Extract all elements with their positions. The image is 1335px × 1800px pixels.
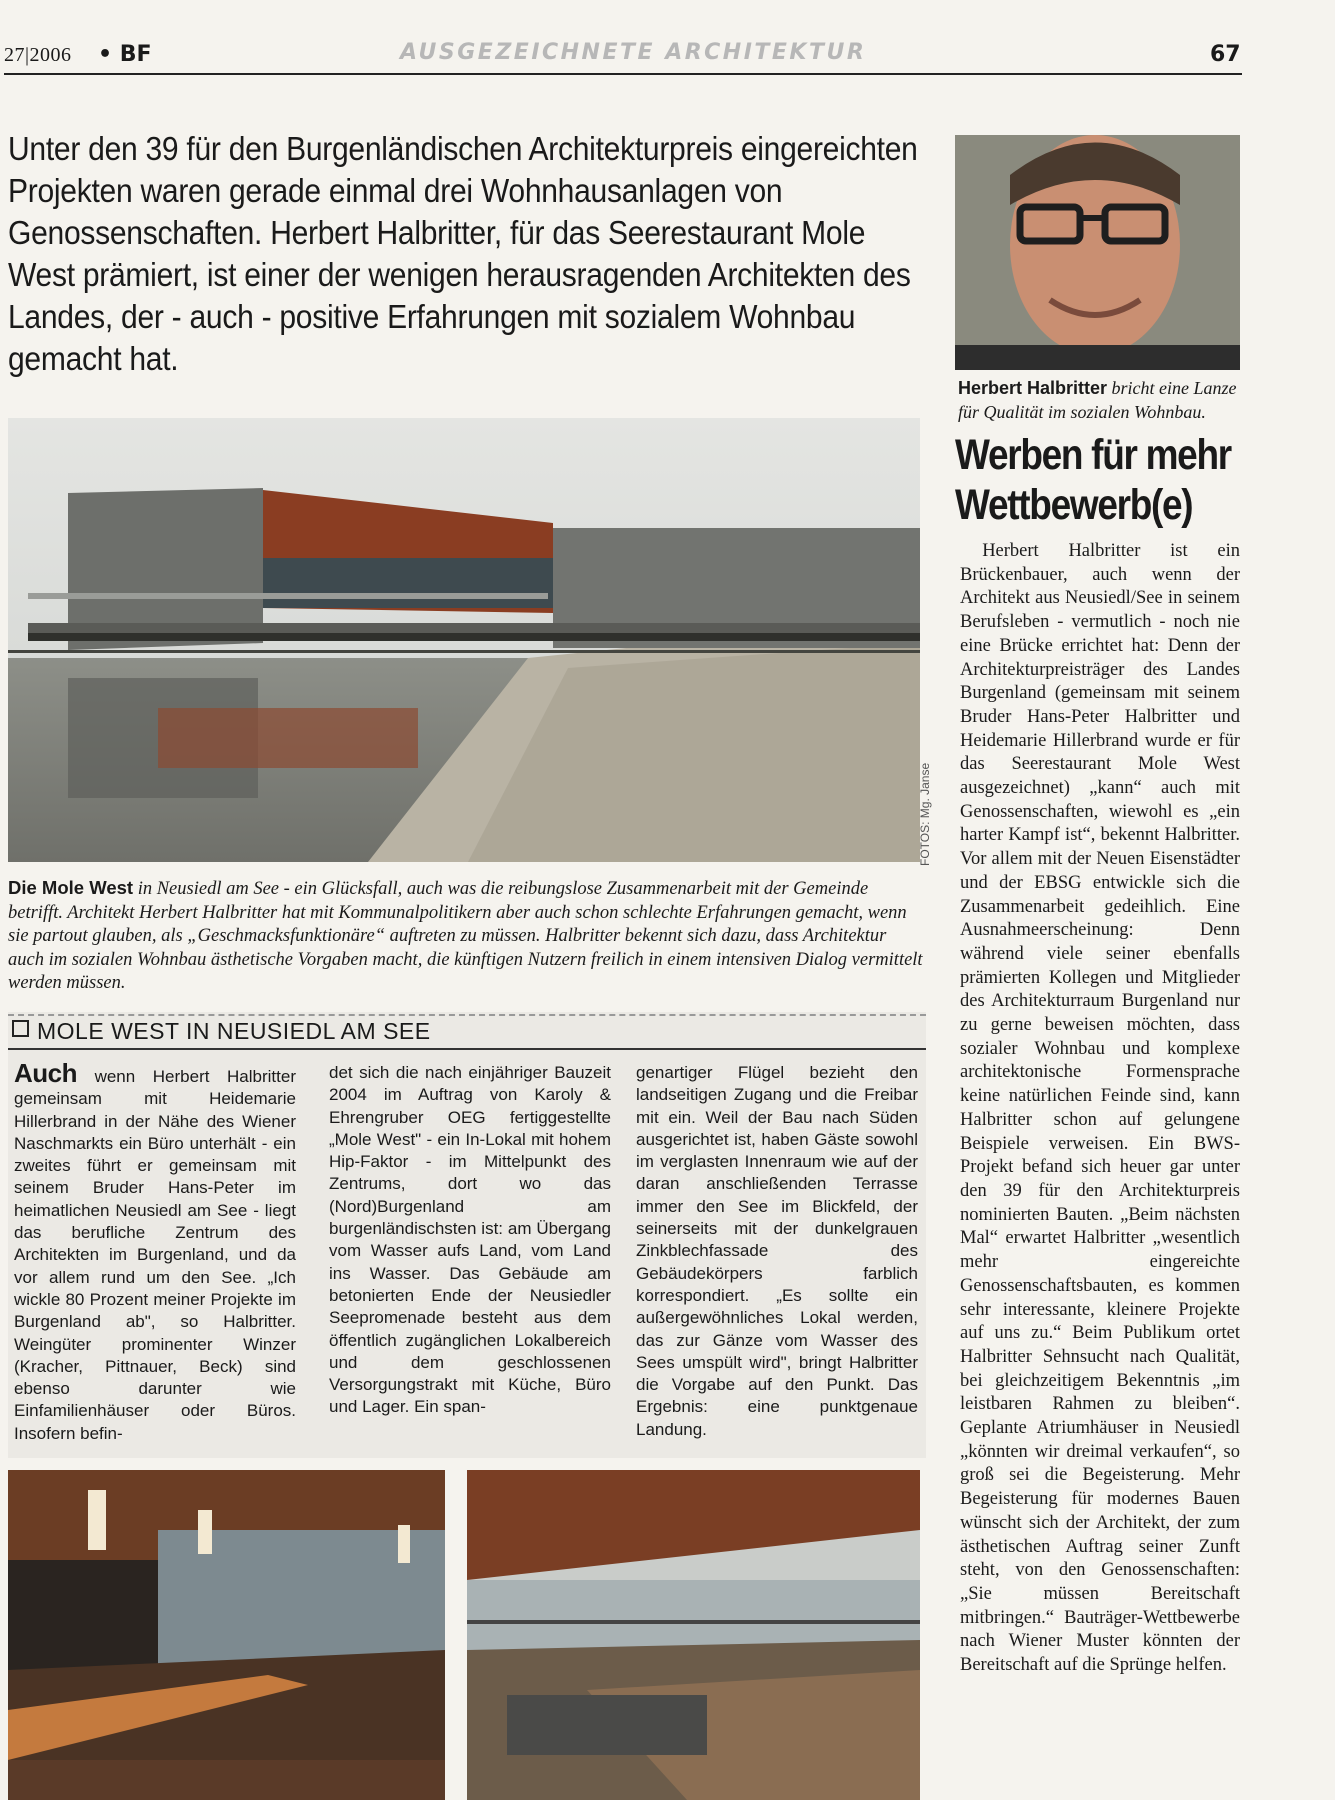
box-column-3: genartiger Flügel bezieht den landseitigen Zugang und die Freibar mit ein. Weil der Bau nach Süden ausgerichtet ist, haben Gäste sowohl im verglasten Innenraum wie auf der daran anschließenden Terrasse immer den See im Blickfeld, der seinerseits mit der dunkelgrauen Zinkblechfassade des Gebäudekörpers farblich korrespondiert. „Es sollte ein außergewöhnliches Lokal werden, das zur Gänze vom Wasser des Sees umspült wird", bringt Halbritter die Vorgabe auf den Punkt. Das Ergebnis: eine punktgenaue Landung.: [636, 1063, 918, 1439]
box-column-1: [14, 1058, 296, 1445]
magazine-logo: BF: [119, 42, 152, 67]
caption-text: in Neusiedl am See - ein Glücksfall, auch was die reibungslose Zusammenarbeit mit der Gemeinde betrifft. Architekt Herbert Halbritter hat mit Kommunalpolitikern aber auch schon schlechte Erfahrungen gemacht, wenn sie partout glauben, als „Geschmacksfunktionäre“ auftreten zu müssen. Halbritter bekennt sich dazu, dass Architektur auch im sozialen Wohnbau ästhetische Vorgaben macht, die künftigen Nutzern freilich in einem intensiven Dialog vermittelt werden müssen.: [8, 879, 923, 993]
box-title-text: MOLE WEST IN NEUSIEDL AM SEE: [37, 1018, 431, 1044]
mole-west-exterior-photo: [8, 418, 920, 862]
interior-bar-illustration: [8, 1470, 445, 1800]
lead-paragraph: Unter den 39 für den Burgenländischen Architekturpreis eingereichten Projekten waren gerade einmal drei Wohnhausanlagen von Genossenschaften. Herbert Halbritter, für das Seerestaurant Mole West prämiert, ist einer der wenigen herausragenden Architekten des Landes, der - auch - positive Erfahrungen mit sozialem Wohnbau gemacht hat.: [8, 130, 918, 377]
box-column-2: det sich die nach einjähriger Bauzeit 2004 im Auftrag von Karoly & Ehrengruber OEG fertiggestellte „Mole West" - ein In-Lokal mit hohem Hip-Faktor - im Mittelpunkt des Zentrums, dort wo das (Nord)Burgenland am burgenländischsten ist: am Übergang vom Wasser aufs Land, vom Land ins Wasser. Das Gebäude am betonierten Ende der Neusiedler Seepromenade besteht aus dem öffentlich zugänglichen Lokalbereich und dem geschlossenen Versorgungstrakt mit Küche, Büro und Lager. Ein span-: [329, 1063, 611, 1417]
issue-number: 27|2006: [4, 44, 72, 66]
terrace-photo: [467, 1470, 920, 1800]
portrait-caption-text: bricht eine Lanze für Qualität im sozialen Wohnbau.: [958, 378, 1237, 422]
page-number: 67: [1210, 42, 1241, 67]
interior-bar-photo: [8, 1470, 445, 1800]
dropcap: Auch: [14, 1058, 77, 1088]
sidebar-body: Herbert Halbritter ist ein Brückenbauer, auch wenn der Architekt aus Neusiedl/See in seinem Berufsleben - vermutlich - noch nie eine Brücke errichtet hat: Denn der Architekturpreisträger des Landes Burgenland (gemeinsam mit seinem Bruder Hans-Peter Halbritter und Heidemarie Hillerbrand wurde er für das Seerestaurant Mole West ausgezeichnet) „kann“ auch mit Genossenschaften, wiewohl es „ein harter Kampf ist“, bekennt Halbritter. Vor allem mit der Neuen Eisenstädter und der EBSG entwickle sich die Zusammenarbeit gedeihlich. Eine Ausnahmeerscheinung: Denn während viele seiner ebenfalls prämierten Kollegen und Mitglieder des Architekturraum Burgenland nur zu gerne beweisen möchten, dass sozialer Wohnbau und komplexe architektonische Formensprache keine natürlichen Feinde sind, kann Halbritter schon auf gelungene Beispiele verweisen. Ein BWS-Projekt befand sich heuer gar unter den 39 für den Architekturpreis nominierten Bauten. „Beim nächsten Mal“ erwartet Halbritter „wesentlich mehr eingereichte Genossenschaftsbauten, es kommen sehr interessante, kleinere Projekte auf uns zu.“ Beim Publikum ortet Halbritter Sehnsucht nach Qualität, bei gleichzeitigem Bekenntnis „im leistbaren Rahmen zu bleiben“. Geplante Atriumhäuser in Neusiedl „könnten wir dreimal verkaufen“, so groß sei die Begeisterung. Mehr Begeisterung für modernes Bauen wünscht sich der Architekt, der zum ästhetischen Auftrag seiner Zunft steht, von den Genossenschaften: „Sie müssen Bereitschaft mitbringen.“ Bauträger-Wettbewerbe nach Wiener Muster könnten der Bereitschaft auf die Sprünge helfen.: [960, 541, 1240, 1676]
portrait-illustration: [955, 135, 1240, 370]
sidebar-headline: Werben für mehr Wettbewerb(e): [955, 431, 1231, 529]
mole-west-exterior-illustration: [8, 418, 920, 862]
checkbox-square-icon: [12, 1020, 29, 1037]
box-title: [12, 1018, 431, 1045]
photo-credit: FOTOS: Mg. Janse: [918, 762, 932, 866]
portrait-caption: [958, 376, 1240, 424]
box-column-1-text: wenn Herbert Halbritter gemeinsam mit Heidemarie Hillerbrand in der Nähe des Wiener Naschmarkts ein Büro unterhält - ein zweites führt er gemeinsam mit seinem Bruder Hans-Peter im heimatlichen Neusiedl am See - liegt das berufliche Zentrum des Architekten im Burgenland, und da vor allem rund um den See. „Ich wickle 80 Prozent meiner Projekte im Burgenland ab", so Halbritter. Weingüter prominenter Winzer (Kracher, Pittnauer, Beck) sind ebenso darunter wie Einfamilienhäuser oder Büros. Insofern befin-: [14, 1067, 296, 1443]
terrace-illustration: [467, 1470, 920, 1800]
header-rule: [4, 73, 1242, 75]
main-photo-caption: [8, 876, 923, 996]
portrait-caption-bold: Herbert Halbritter: [958, 378, 1108, 398]
portrait-photo: [955, 135, 1240, 370]
box-title-rule: [8, 1048, 926, 1050]
magazine-name: [98, 42, 152, 67]
section-title: AUSGEZEICHNETE ARCHITEKTUR: [400, 40, 867, 65]
caption-bold: Die Mole West: [8, 877, 134, 898]
header-bullet: •: [98, 42, 113, 67]
box-dashed-rule: [8, 1014, 926, 1016]
